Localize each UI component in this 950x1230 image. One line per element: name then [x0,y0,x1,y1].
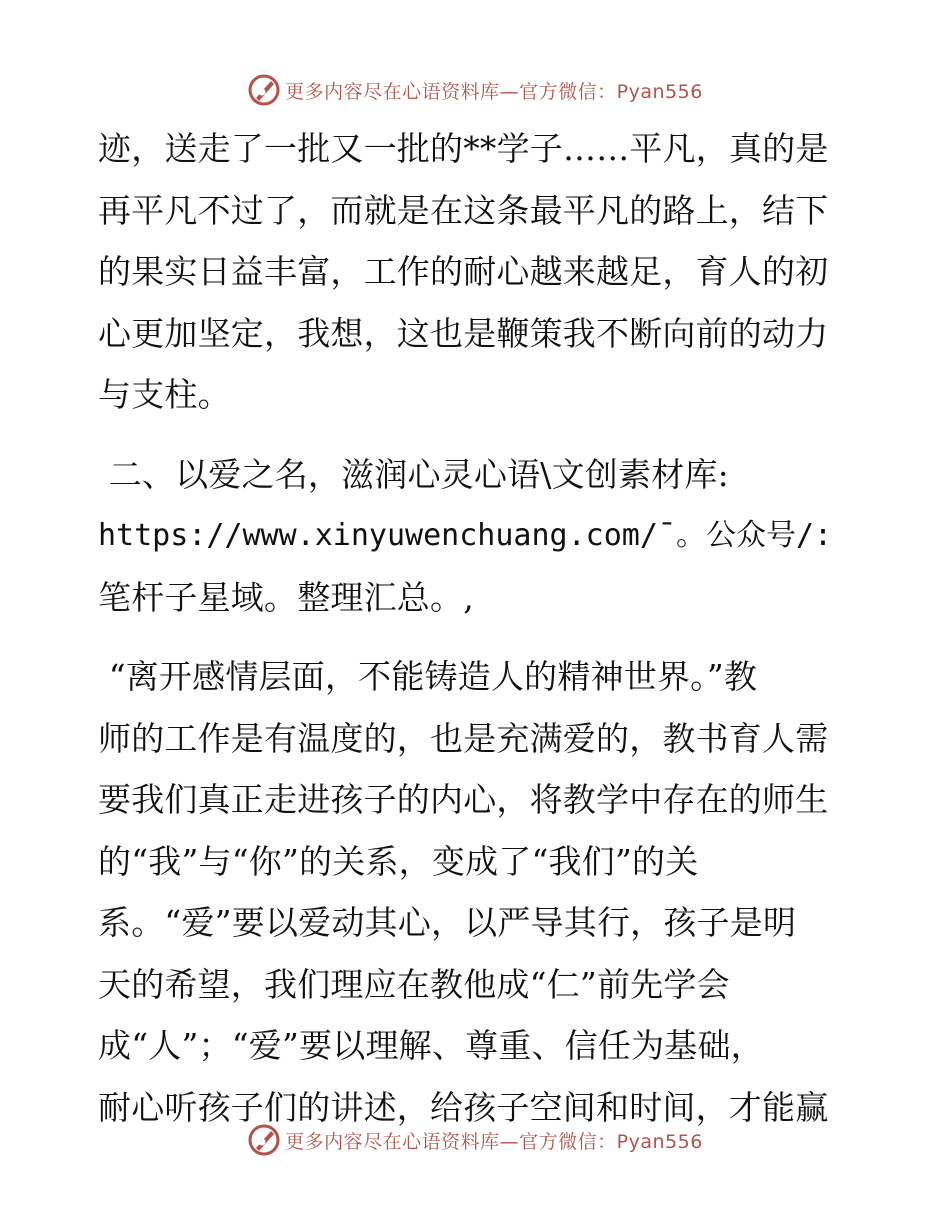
paragraph-3-line-7: 成“人”；“爱”要以理解、尊重、信任为基础， [98,1026,764,1065]
paragraph-2-line-1: 二、以爱之名，滋润心灵心语\文创素材库: [98,454,729,494]
paragraph-2-url-line: https://www.xinyuwenchuang.com/¯。公众号/: [98,518,833,553]
paragraph-1-line-3: 的果实日益丰富，工作的耐心越来越足，育人的初 [98,252,829,291]
header-banner-text: 更多内容尽在心语资料库—官方微信：Pyan556 [285,80,703,103]
document-body [98,118,858,1138]
header-banner [0,70,950,110]
footer-banner [0,1120,950,1160]
paragraph-3-line-6: 天的希望，我们理应在教他成“仁”前先学会 [98,964,730,1004]
paragraph-gap [98,426,858,444]
paragraph-1-line-1: 迹，送走了一批又一批的**学子……平凡，真的是 [98,129,829,168]
footer-banner-text: 更多内容尽在心语资料库—官方微信：Pyan556 [285,1130,703,1153]
paragraph-3-line-8: 耐心听孩子们的讲述，给孩子空间和时间，才能赢 [98,1087,829,1127]
paragraph-3-line-4: 的“我”与“你”的关系，变成了“我们”的关 [98,841,699,881]
paragraph-1-line-4: 心更加坚定，我想，这也是鞭策我不断向前的动力 [98,313,829,353]
paragraph-2-line-3: 笔杆子星域。整理汇总。, [98,577,474,617]
paragraph-3-line-5: 系。“爱”要以爱动其心，以严导其行，孩子是明 [98,903,797,942]
paragraph-1-line-5: 与支柱。 [98,375,231,414]
paragraph-1-line-2: 再平凡不过了，而就是在这条最平凡的路上，结下 [98,190,829,230]
paragraph-3-line-2: 师的工作是有温度的，也是充满爱的，教书育人需 [98,718,829,758]
pen-logo-icon [247,73,281,107]
pen-logo-icon [247,1123,281,1157]
paragraph-gap [98,628,858,646]
paragraph-3-line-3: 要我们真正走进孩子的内心，将教学中存在的师生 [98,780,829,819]
paragraph-3-line-1: “离开感情层面，不能铸造人的精神世界。”教 [98,657,758,696]
